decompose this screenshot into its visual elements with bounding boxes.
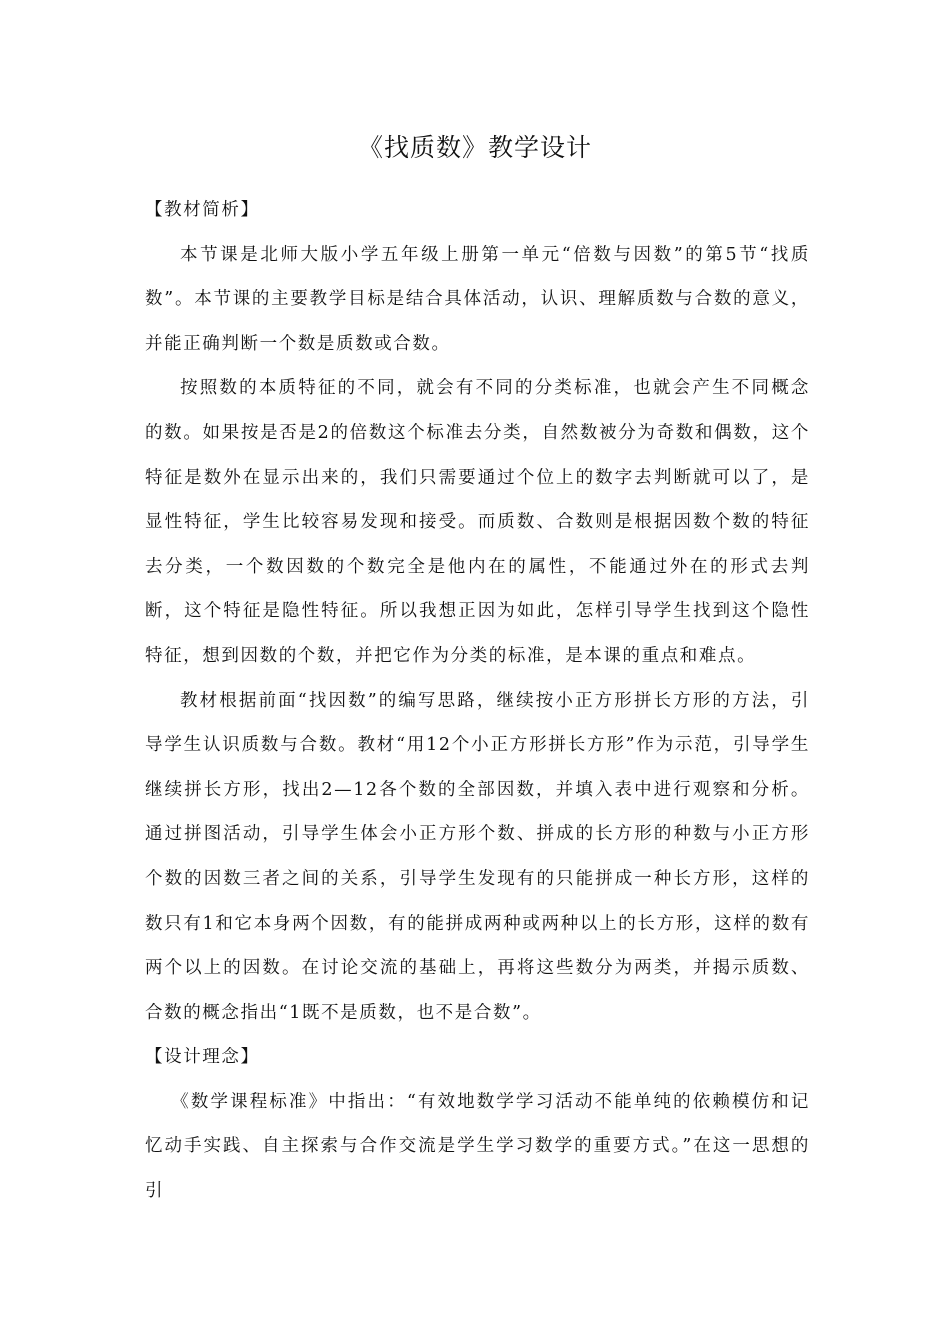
document-body xyxy=(145,188,810,1214)
paragraph-classification-features: 按照数的本质特征的不同，就会有不同的分类标准，也就会产生不同概念的数。如果按是否是2的倍数这个标准去分类，自然数被分为奇数和偶数，这个特征是数外在显示出来的，我们只需要通过个位上的数字去判断就可以了，是显性特征，学生比较容易发现和接受。而质数、合数则是根据因数个数的特征去分类，一个数因数的个数完全是他内在的属性，不能通过外在的形式去判断，这个特征是隐性特征。所以我想正因为如此，怎样引导学生找到这个隐性特征，想到因数的个数，并把它作为分类的标准，是本课的重点和难点。 xyxy=(145,378,810,666)
paragraph-curriculum-standard: 《数学课程标准》中指出：“有效地数学学习活动不能单纯的依赖模仿和记忆动手实践、自主探索与合作交流是学生学习数学的重要方式。”在这一思想的引 xyxy=(145,1091,810,1202)
section-heading-textbook-analysis: 【教材简析】 xyxy=(145,200,260,220)
document-title: 《找质数》教学设计 xyxy=(357,133,592,162)
paragraph-textbook-approach: 教材根据前面“找因数”的编写思路，继续按小正方形拼长方形的方法，引导学生认识质数与合数。教材“用12个小正方形拼长方形”作为示范，引导学生继续拼长方形，找出2—12各个数的全部因数，并填入表中进行观察和分析。通过拼图活动，引导学生体会小正方形个数、拼成的长方形的种数与小正方形个数的因数三者之间的关系，引导学生发现有的只能拼成一种长方形，这样的数只有1和它本身两个因数，有的能拼成两种或两种以上的长方形，这样的数有两个以上的因数。在讨论交流的基础上，再将这些数分为两类，并揭示质数、合数的概念指出“1既不是质数，也不是合数”。 xyxy=(145,690,810,1023)
section-heading-design-concept: 【设计理念】 xyxy=(145,1047,260,1068)
paragraph-lesson-overview: 本节课是北师大版小学五年级上册第一单元“倍数与因数”的第5节“找质数”。本节课的主要教学目标是结合具体活动，认识、理解质数与合数的意义，并能正确判断一个数是质数或合数。 xyxy=(145,244,810,354)
